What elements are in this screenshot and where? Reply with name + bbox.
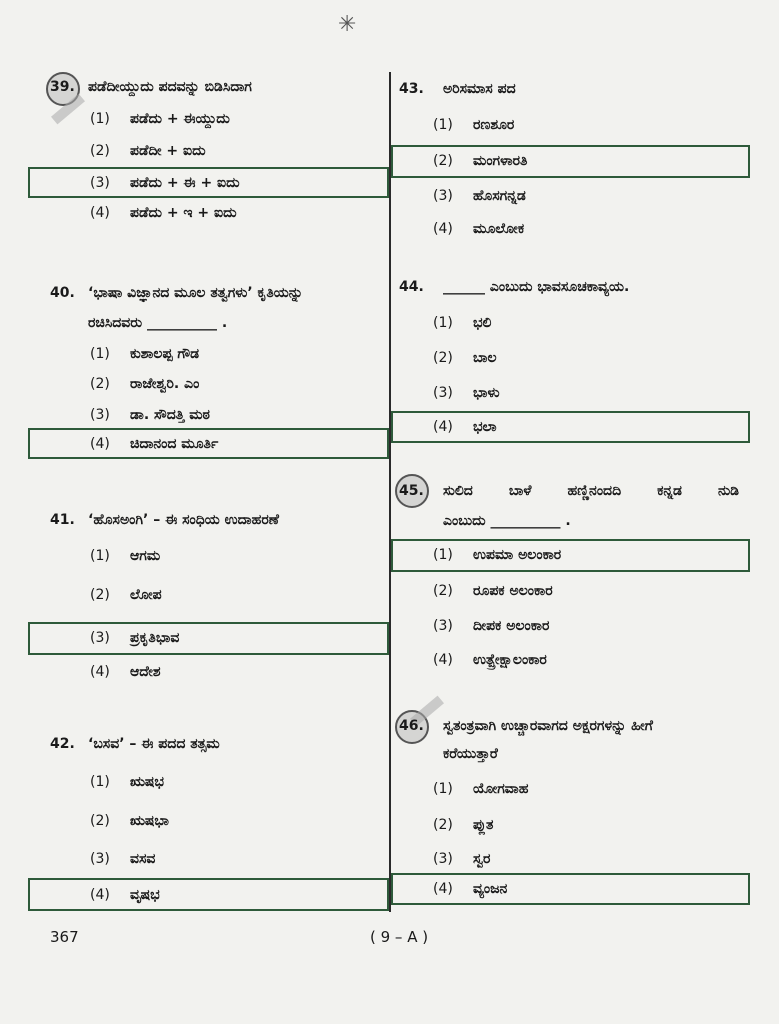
option-text: ಡಾ. ಸೌದತ್ತಿ ಮಠ xyxy=(130,407,210,423)
option-text: ರಣಶೂರ xyxy=(473,117,515,133)
option-text: ಪ್ಲುತ xyxy=(473,817,494,833)
question-number: 45. xyxy=(399,483,424,499)
question-stem: ಪಡೆದೀಯ್ದುದು ಪದವನ್ನು ಬಿಡಿಸಿದಾಗ xyxy=(88,79,252,95)
answer-highlight-box xyxy=(28,622,389,655)
option-number: (4) xyxy=(90,887,110,903)
option-text: ವ್ಯಂಜನ xyxy=(473,881,508,897)
option-text: ಭಲಾ xyxy=(473,419,497,435)
option-number: (3) xyxy=(90,851,110,867)
question-number: 39. xyxy=(50,79,75,95)
option-number: (2) xyxy=(433,350,453,366)
question-number: 44. xyxy=(399,279,424,295)
question-stem-line2: ಕರೆಯುತ್ತಾರೆ xyxy=(443,746,498,762)
option-text: ಸ್ವರ xyxy=(473,851,491,867)
option-text: ಪಡೆದು + ಇ + ಐದು xyxy=(130,205,237,221)
question-stem: ‘ಹೊಸಅಂಗಿ’ – ಈ ಸಂಧಿಯ ಉದಾಹರಣೆ xyxy=(88,512,279,528)
question-stem: ‘ಭಾಷಾ ವಿಜ್ಞಾನದ ಮೂಲ ತತ್ವಗಳು’ ಕೃತಿಯನ್ನು xyxy=(88,285,303,301)
option-text: ಭಲಿ xyxy=(473,315,492,331)
option-text: ಪಡೆದು + ಈಯ್ದುದು xyxy=(130,111,230,127)
option-number: (4) xyxy=(90,436,110,452)
option-text: ಹೊಸಗನ್ನಡ xyxy=(473,188,526,204)
option-number: (1) xyxy=(433,117,453,133)
option-number: (3) xyxy=(433,851,453,867)
question-stem: ______ ಎಂಬುದು ಭಾವಸೂಚಕಾವ್ಯಯ. xyxy=(443,279,630,295)
option-number: (2) xyxy=(90,376,110,392)
question-stem: ಸ್ವತಂತ್ರವಾಗಿ ಉಚ್ಚಾರವಾಗದ ಅಕ್ಷರಗಳನ್ನು ಹೀಗೆ xyxy=(443,718,653,734)
option-text: ಋಷಭ xyxy=(130,774,164,790)
option-text: ಆದೇಶ xyxy=(130,664,161,680)
option-number: (2) xyxy=(90,143,110,159)
booklet-code: ( 9 – A ) xyxy=(370,928,429,946)
option-text: ಲೋಪ xyxy=(130,587,162,603)
question-number: 43. xyxy=(399,81,424,97)
answer-highlight-box xyxy=(28,878,389,911)
option-text: ಉಪಮಾ ಅಲಂಕಾರ xyxy=(473,547,562,563)
option-text: ಪ್ರಕೃತಿಭಾವ xyxy=(130,630,180,646)
option-number: (4) xyxy=(433,652,453,668)
option-text: ಯೋಗವಾಹ xyxy=(473,781,529,797)
page-number: 367 xyxy=(50,928,79,946)
option-text: ಋಷಭಾ xyxy=(130,813,169,829)
option-number: (1) xyxy=(90,346,110,362)
question-number: 42. xyxy=(50,736,75,752)
option-number: (3) xyxy=(90,630,110,646)
option-text: ರೂಪಕ ಅಲಂಕಾರ xyxy=(473,583,553,599)
option-text: ಪಡೆದೀ + ಐದು xyxy=(130,143,206,159)
option-number: (4) xyxy=(90,205,110,221)
option-number: (1) xyxy=(90,548,110,564)
column-divider xyxy=(389,72,391,912)
option-number: (3) xyxy=(90,407,110,423)
option-text: ಉತ್ಪ್ರೇಕ್ಷಾಲಂಕಾರ xyxy=(473,652,547,668)
option-text: ಭಾಳು xyxy=(473,385,500,401)
option-number: (4) xyxy=(433,419,453,435)
option-number: (2) xyxy=(433,153,453,169)
question-stem-line2: ರಚಿಸಿದವರು __________ . xyxy=(88,315,228,331)
option-text: ಬಾಲ xyxy=(473,350,497,366)
option-number: (2) xyxy=(433,817,453,833)
option-number: (3) xyxy=(433,188,453,204)
option-text: ವೃಷಭ xyxy=(130,887,160,903)
option-text: ಕುಶಾಲಪ್ಪ ಗೌಡ xyxy=(130,346,200,362)
option-number: (1) xyxy=(90,774,110,790)
question-number: 40. xyxy=(50,285,75,301)
option-text: ಪಡೆದು + ಈ + ಐದು xyxy=(130,175,240,191)
option-number: (1) xyxy=(433,547,453,563)
question-number: 46. xyxy=(399,718,424,734)
option-number: (1) xyxy=(90,111,110,127)
option-number: (3) xyxy=(433,385,453,401)
option-number: (2) xyxy=(90,813,110,829)
option-text: ರಾಜೇಶ್ವರಿ. ಎಂ xyxy=(130,376,200,392)
option-number: (4) xyxy=(433,221,453,237)
option-number: (2) xyxy=(433,583,453,599)
option-text: ದೀಪಕ ಅಲಂಕಾರ xyxy=(473,618,550,634)
option-text: ವಸವ xyxy=(130,851,156,867)
question-stem: ಅರಿಸಮಾಸ ಪದ xyxy=(443,81,516,97)
option-text: ಆಗಮ xyxy=(130,548,161,564)
question-stem: ಸುಲಿದ ಬಾಳೆ ಹಣ್ಣಿನಂದದಿ ಕನ್ನಡ ನುಡಿ xyxy=(443,483,739,499)
star-mark-icon: ✳ xyxy=(338,12,357,37)
question-number: 41. xyxy=(50,512,75,528)
question-stem: ‘ಬಸವ’ – ಈ ಪದದ ತತ್ಸಮ xyxy=(88,736,220,752)
option-number: (4) xyxy=(90,664,110,680)
option-number: (1) xyxy=(433,315,453,331)
question-stem-line2: ಎಂಬುದು __________ . xyxy=(443,513,571,529)
option-number: (3) xyxy=(90,175,110,191)
option-number: (3) xyxy=(433,618,453,634)
option-number: (1) xyxy=(433,781,453,797)
option-text: ಚಿದಾನಂದ ಮೂರ್ತಿ xyxy=(130,436,219,452)
option-text: ಮೂಲೋಕ xyxy=(473,221,525,237)
option-number: (2) xyxy=(90,587,110,603)
option-text: ಮಂಗಳಾರತಿ xyxy=(473,153,528,169)
option-number: (4) xyxy=(433,881,453,897)
